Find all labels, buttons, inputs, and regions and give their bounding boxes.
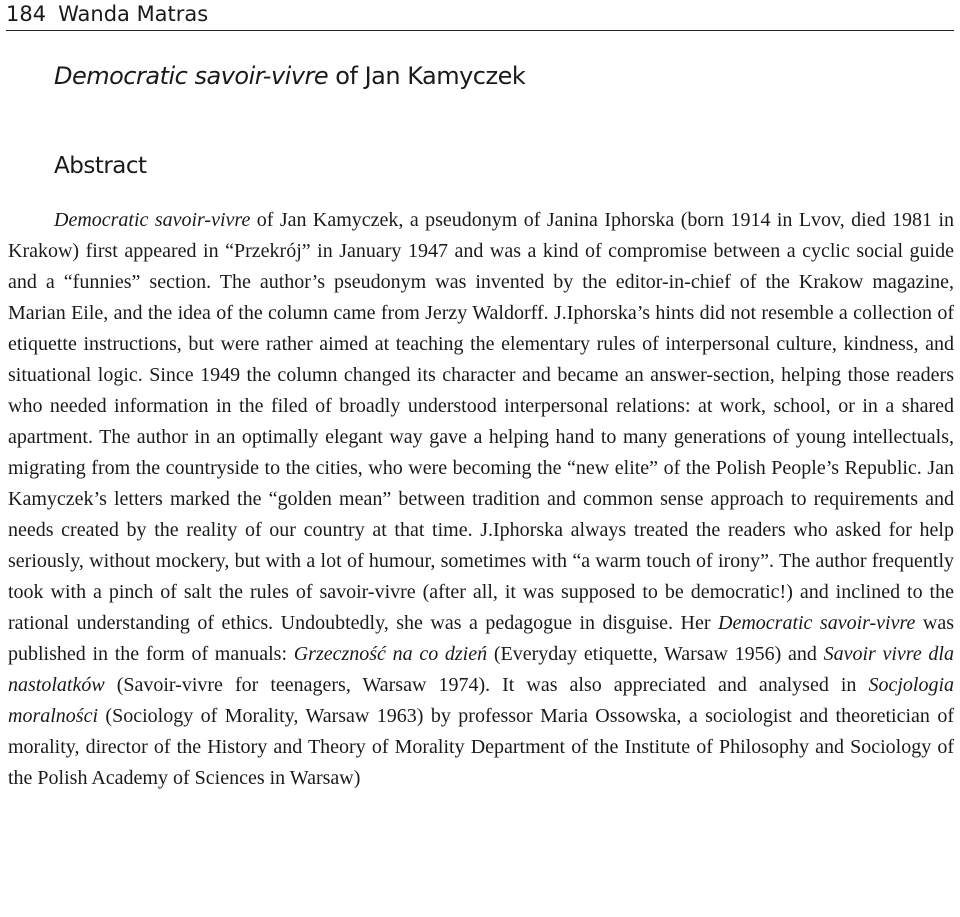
abstract-segment: Democratic savoir-vivre [718, 612, 916, 634]
page-number: 184 [6, 2, 47, 26]
abstract-segment: of Jan Kamyczek, a pseudonym of Janina Iphorska (born 1914 in Lvov, died 1981 in Krakow) first appeared in “Przekrój” in January 1947 and was a kind of compromise between a cyclic social guide and a “funnies” section. The author’s pseudonym was invented by the editor-in-chief of the Krakow magazine, Marian Eile, and the idea of the column came from Jerzy Waldorff. J.Iphorska’s hints did not resemble a collection of etiquette instructions, but were rather aimed at teaching the elementary rules of interpersonal culture, kindness, and situational logic. Since 1949 the column changed its character and became an answer-section, helping those readers who needed information in the filed of broadly understood interpersonal relations: at work, school, or in a shared apartment. The author in an optimally elegant way gave a helping hand to many generations of young intellectuals, migrating from the countryside to the cities, who were becoming the “new elite” of the Polish People’s Republic. Jan Kamyczek’s letters marked the “golden mean” between tradition and common sense approach to requirements and needs created by the reality of our country at that time. J.Iphorska always treated the readers who asked for help seriously, without mockery, but with a lot of humour, sometimes with “a warm touch of irony”. The author frequently took with a pinch of salt the rules of savoir-vivre (after all, it was supposed to be democratic!) and inclined to the rational understanding of ethics. Undoubtedly, she was a pedagogue in disguise. Her [8, 209, 954, 634]
abstract-segment: (Everyday etiquette, Warsaw 1956) and [487, 643, 824, 665]
abstract-segment: (Savoir-vivre for teenagers, Warsaw 1974). It was also appreciated and analysed in [104, 674, 869, 696]
abstract-body [8, 205, 954, 794]
running-head [6, 0, 954, 31]
abstract-segment: Grzeczność na co dzień [293, 643, 488, 665]
abstract-heading: Abstract [54, 153, 147, 179]
abstract-segment: Socjologia moralności [8, 674, 954, 727]
abstract-segment: was published in the form of manuals: [8, 612, 954, 665]
article-title-rest: of Jan Kamyczek [328, 62, 526, 90]
running-head-author: Wanda Matras [58, 2, 209, 26]
article-title [54, 59, 525, 93]
abstract-segment: Democratic savoir-vivre [54, 209, 251, 231]
abstract-segment: Savoir vivre dla nastolatków [8, 643, 954, 696]
abstract-segment: (Sociology of Morality, Warsaw 1963) by professor Maria Ossowska, a sociologist and theoretician of morality, director of the History and Theory of Morality Department of the Institute of Philosophy and Sociology of the Polish Academy of Sciences in Warsaw) [8, 705, 954, 789]
article-title-italic: Democratic savoir-vivre [54, 62, 329, 90]
abstract-paragraph [8, 205, 954, 794]
